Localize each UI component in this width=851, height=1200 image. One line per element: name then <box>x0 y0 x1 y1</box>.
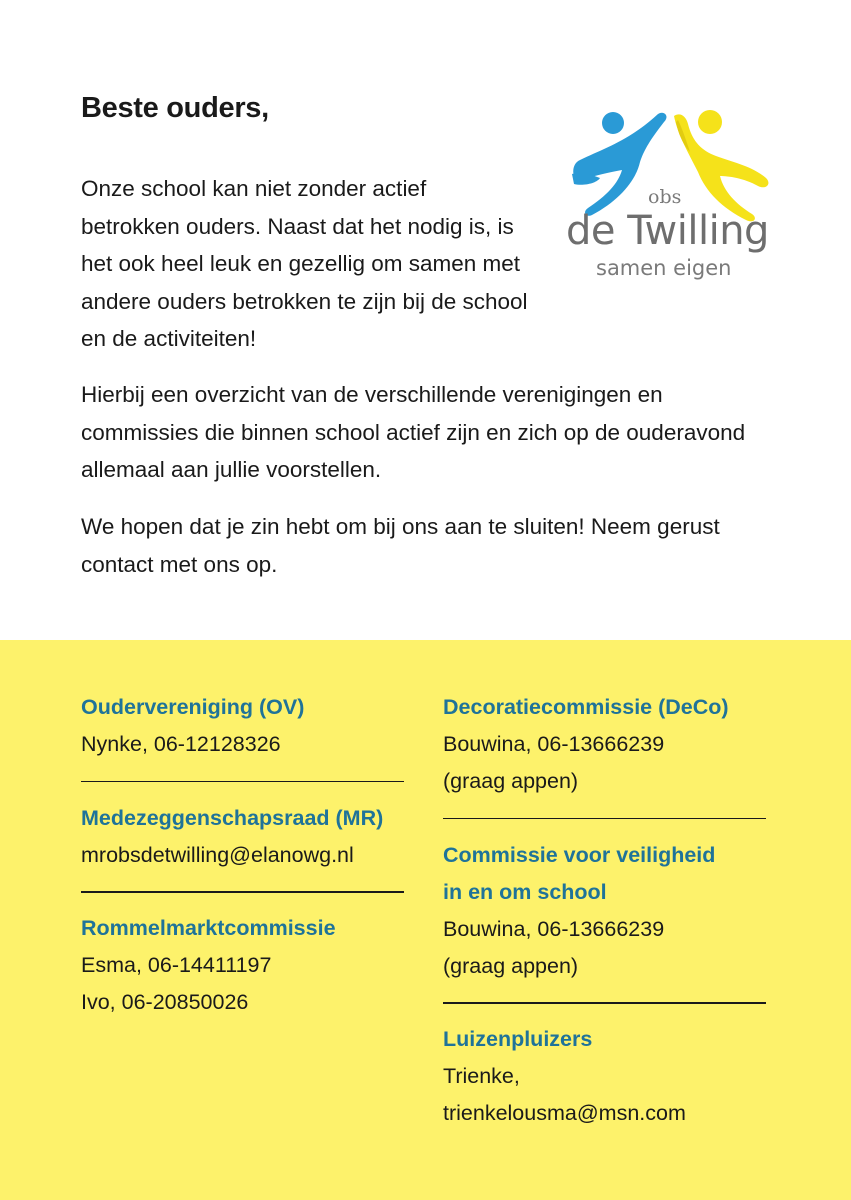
committee-title: Oudervereniging (OV) <box>81 695 305 719</box>
committee-luizenpluizers <box>443 1021 783 1132</box>
committee-title: Medezeggenschapsraad (MR) <box>81 805 384 830</box>
committee-oudervereniging <box>81 689 411 763</box>
committee-rommelmarkt <box>81 910 411 1021</box>
divider <box>443 1002 766 1004</box>
committee-decoratie <box>443 689 783 800</box>
committee-title: Luizenpluizers <box>443 1027 593 1051</box>
greeting-heading: Beste ouders, <box>81 92 269 124</box>
divider <box>443 818 766 820</box>
committee-note: (graag appen) <box>443 953 579 978</box>
committee-contact: Bouwina, 06-13666239 <box>443 916 665 941</box>
committee-note: (graag appen) <box>443 769 579 793</box>
committees-right-column <box>443 689 783 1132</box>
committee-contact: Trienke, <box>443 1064 520 1088</box>
divider <box>81 781 404 783</box>
committee-contact: Bouwina, 06-13666239 <box>443 732 665 756</box>
committee-contact: Esma, 06-14411197 <box>81 953 272 977</box>
committee-title: Commissie voor veiligheid <box>443 842 716 867</box>
divider <box>81 891 404 893</box>
committee-title: Rommelmarktcommissie <box>81 916 336 940</box>
committee-contact-email[interactable]: trienkelousma@msn.com <box>443 1101 686 1125</box>
intro-paragraph: Onze school kan niet zonder actief betrokken ouders. Naast dat het nodig is, is het ook heel leuk en gezellig om samen met andere ouders betrokken te zijn bij de school en de activiteiten! <box>81 176 528 351</box>
committee-medezeggenschapsraad <box>81 800 411 874</box>
committee-contact-email[interactable]: mrobsdetwilling@elanowg.nl <box>81 842 354 867</box>
logo-prefix: obs <box>648 186 682 208</box>
committees-left-column <box>81 689 411 1021</box>
overview-paragraph: Hierbij een overzicht van de verschillende verenigingen en commissies die binnen school actief zijn en zich op de ouderavond allemaal aan jullie voorstellen. <box>81 382 746 482</box>
logo-school-name: de Twilling <box>566 208 769 254</box>
invitation-paragraph: We hopen dat je zin hebt om bij ons aan te sluiten! Neem gerust contact met ons op. <box>81 514 720 577</box>
committee-contact: Ivo, 06-20850026 <box>81 990 249 1014</box>
committee-contact: Nynke, 06-12128326 <box>81 732 281 756</box>
committee-veiligheid <box>443 837 783 985</box>
logo-tagline: samen eigen <box>596 256 732 280</box>
committee-title: Decoratiecommissie (DeCo) <box>443 695 729 719</box>
committee-title-continued: in en om school <box>443 879 607 904</box>
